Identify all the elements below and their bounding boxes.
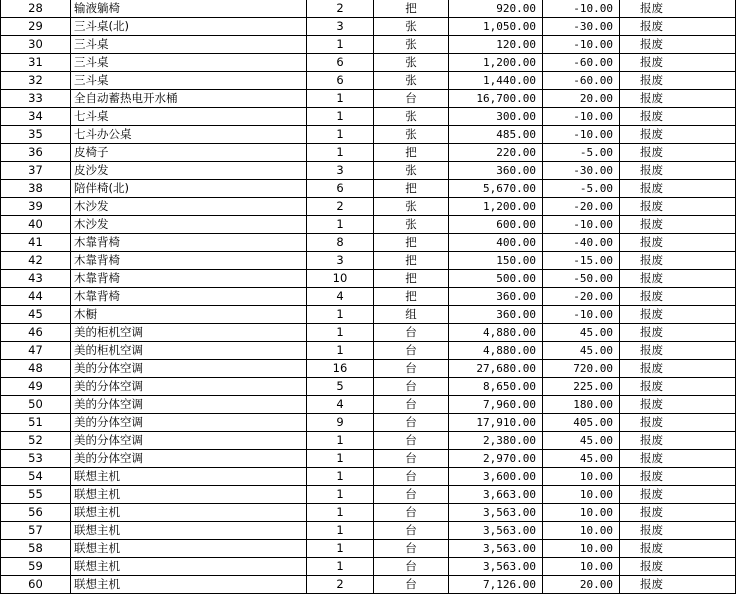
table-row	[1, 522, 736, 540]
table-row	[1, 450, 736, 468]
remark-cell: 报废	[620, 108, 736, 126]
remark-cell: 报废	[620, 306, 736, 324]
difference-cell: -15.00	[543, 252, 620, 270]
table-row	[1, 558, 736, 576]
amount-cell: 3,563.00	[449, 540, 543, 558]
difference-cell: 45.00	[543, 450, 620, 468]
item-name-cell: 木靠背椅	[71, 234, 307, 252]
amount-cell: 300.00	[449, 108, 543, 126]
difference-cell: -10.00	[543, 306, 620, 324]
quantity-cell: 1	[307, 342, 374, 360]
remark-cell: 报废	[620, 504, 736, 522]
quantity-cell: 1	[307, 432, 374, 450]
item-name-cell: 七斗桌	[71, 108, 307, 126]
remark-cell: 报废	[620, 486, 736, 504]
difference-cell: 405.00	[543, 414, 620, 432]
difference-cell: -5.00	[543, 144, 620, 162]
unit-cell: 张	[374, 18, 449, 36]
row-number-cell: 56	[1, 504, 71, 522]
quantity-cell: 1	[307, 504, 374, 522]
remark-cell: 报废	[620, 270, 736, 288]
amount-cell: 3,563.00	[449, 504, 543, 522]
amount-cell: 1,440.00	[449, 72, 543, 90]
table-row	[1, 72, 736, 90]
amount-cell: 1,200.00	[449, 54, 543, 72]
unit-cell: 把	[374, 0, 449, 18]
amount-cell: 2,380.00	[449, 432, 543, 450]
table-row	[1, 288, 736, 306]
item-name-cell: 陪伴椅(北)	[71, 180, 307, 198]
quantity-cell: 1	[307, 306, 374, 324]
quantity-cell: 1	[307, 90, 374, 108]
item-name-cell: 美的分体空调	[71, 360, 307, 378]
table-row	[1, 108, 736, 126]
unit-cell: 张	[374, 162, 449, 180]
difference-cell: -60.00	[543, 72, 620, 90]
remark-cell: 报废	[620, 378, 736, 396]
difference-cell: 10.00	[543, 558, 620, 576]
row-number-cell: 28	[1, 0, 71, 18]
remark-cell: 报废	[620, 54, 736, 72]
item-name-cell: 三斗桌	[71, 72, 307, 90]
amount-cell: 485.00	[449, 126, 543, 144]
row-number-cell: 46	[1, 324, 71, 342]
unit-cell: 台	[374, 378, 449, 396]
unit-cell: 把	[374, 180, 449, 198]
amount-cell: 1,050.00	[449, 18, 543, 36]
table-row	[1, 0, 736, 18]
row-number-cell: 54	[1, 468, 71, 486]
row-number-cell: 38	[1, 180, 71, 198]
row-number-cell: 48	[1, 360, 71, 378]
item-name-cell: 三斗桌	[71, 54, 307, 72]
unit-cell: 张	[374, 108, 449, 126]
item-name-cell: 联想主机	[71, 522, 307, 540]
remark-cell: 报废	[620, 576, 736, 594]
difference-cell: -10.00	[543, 0, 620, 18]
difference-cell: -50.00	[543, 270, 620, 288]
remark-cell: 报废	[620, 414, 736, 432]
difference-cell: 225.00	[543, 378, 620, 396]
unit-cell: 台	[374, 576, 449, 594]
table-body	[1, 0, 736, 594]
item-name-cell: 三斗桌	[71, 36, 307, 54]
quantity-cell: 2	[307, 0, 374, 18]
row-number-cell: 43	[1, 270, 71, 288]
row-number-cell: 44	[1, 288, 71, 306]
remark-cell: 报废	[620, 450, 736, 468]
difference-cell: -5.00	[543, 180, 620, 198]
amount-cell: 16,700.00	[449, 90, 543, 108]
quantity-cell: 6	[307, 72, 374, 90]
amount-cell: 920.00	[449, 0, 543, 18]
quantity-cell: 1	[307, 216, 374, 234]
difference-cell: 10.00	[543, 486, 620, 504]
remark-cell: 报废	[620, 162, 736, 180]
item-name-cell: 木橱	[71, 306, 307, 324]
difference-cell: 20.00	[543, 576, 620, 594]
quantity-cell: 1	[307, 144, 374, 162]
amount-cell: 150.00	[449, 252, 543, 270]
quantity-cell: 3	[307, 162, 374, 180]
unit-cell: 张	[374, 126, 449, 144]
quantity-cell: 1	[307, 522, 374, 540]
amount-cell: 27,680.00	[449, 360, 543, 378]
unit-cell: 台	[374, 450, 449, 468]
difference-cell: 10.00	[543, 504, 620, 522]
table-row	[1, 90, 736, 108]
table-row	[1, 252, 736, 270]
remark-cell: 报废	[620, 432, 736, 450]
remark-cell: 报废	[620, 90, 736, 108]
row-number-cell: 29	[1, 18, 71, 36]
unit-cell: 张	[374, 198, 449, 216]
difference-cell: 10.00	[543, 540, 620, 558]
unit-cell: 台	[374, 90, 449, 108]
amount-cell: 400.00	[449, 234, 543, 252]
table-row	[1, 18, 736, 36]
table-row	[1, 414, 736, 432]
unit-cell: 台	[374, 342, 449, 360]
item-name-cell: 木靠背椅	[71, 252, 307, 270]
amount-cell: 7,960.00	[449, 396, 543, 414]
unit-cell: 把	[374, 144, 449, 162]
table-row	[1, 432, 736, 450]
unit-cell: 台	[374, 360, 449, 378]
quantity-cell: 16	[307, 360, 374, 378]
table-row	[1, 504, 736, 522]
difference-cell: -10.00	[543, 36, 620, 54]
table-row	[1, 198, 736, 216]
unit-cell: 台	[374, 414, 449, 432]
amount-cell: 220.00	[449, 144, 543, 162]
row-number-cell: 55	[1, 486, 71, 504]
row-number-cell: 47	[1, 342, 71, 360]
item-name-cell: 七斗办公桌	[71, 126, 307, 144]
item-name-cell: 木沙发	[71, 198, 307, 216]
item-name-cell: 木靠背椅	[71, 270, 307, 288]
difference-cell: -60.00	[543, 54, 620, 72]
table-row	[1, 216, 736, 234]
difference-cell: -40.00	[543, 234, 620, 252]
row-number-cell: 36	[1, 144, 71, 162]
difference-cell: -20.00	[543, 288, 620, 306]
item-name-cell: 美的柜机空调	[71, 342, 307, 360]
quantity-cell: 10	[307, 270, 374, 288]
item-name-cell: 输液躺椅	[71, 0, 307, 18]
difference-cell: 720.00	[543, 360, 620, 378]
item-name-cell: 皮椅子	[71, 144, 307, 162]
table-row	[1, 54, 736, 72]
quantity-cell: 1	[307, 126, 374, 144]
amount-cell: 8,650.00	[449, 378, 543, 396]
item-name-cell: 联想主机	[71, 540, 307, 558]
unit-cell: 台	[374, 486, 449, 504]
item-name-cell: 美的分体空调	[71, 414, 307, 432]
amount-cell: 120.00	[449, 36, 543, 54]
remark-cell: 报废	[620, 558, 736, 576]
amount-cell: 500.00	[449, 270, 543, 288]
remark-cell: 报废	[620, 234, 736, 252]
table-row	[1, 540, 736, 558]
row-number-cell: 33	[1, 90, 71, 108]
item-name-cell: 美的分体空调	[71, 378, 307, 396]
quantity-cell: 4	[307, 288, 374, 306]
unit-cell: 张	[374, 72, 449, 90]
remark-cell: 报废	[620, 288, 736, 306]
item-name-cell: 皮沙发	[71, 162, 307, 180]
amount-cell: 5,670.00	[449, 180, 543, 198]
row-number-cell: 40	[1, 216, 71, 234]
remark-cell: 报废	[620, 252, 736, 270]
table-row	[1, 342, 736, 360]
item-name-cell: 联想主机	[71, 558, 307, 576]
quantity-cell: 1	[307, 486, 374, 504]
quantity-cell: 1	[307, 108, 374, 126]
remark-cell: 报废	[620, 396, 736, 414]
unit-cell: 把	[374, 234, 449, 252]
row-number-cell: 42	[1, 252, 71, 270]
unit-cell: 台	[374, 558, 449, 576]
amount-cell: 2,970.00	[449, 450, 543, 468]
amount-cell: 17,910.00	[449, 414, 543, 432]
unit-cell: 台	[374, 504, 449, 522]
row-number-cell: 49	[1, 378, 71, 396]
item-name-cell: 美的分体空调	[71, 450, 307, 468]
row-number-cell: 60	[1, 576, 71, 594]
quantity-cell: 1	[307, 468, 374, 486]
quantity-cell: 1	[307, 540, 374, 558]
amount-cell: 4,880.00	[449, 342, 543, 360]
unit-cell: 台	[374, 468, 449, 486]
row-number-cell: 37	[1, 162, 71, 180]
remark-cell: 报废	[620, 0, 736, 18]
remark-cell: 报废	[620, 198, 736, 216]
item-name-cell: 全自动蓄热电开水桶	[71, 90, 307, 108]
table-row	[1, 324, 736, 342]
remark-cell: 报废	[620, 180, 736, 198]
row-number-cell: 41	[1, 234, 71, 252]
quantity-cell: 3	[307, 252, 374, 270]
row-number-cell: 39	[1, 198, 71, 216]
row-number-cell: 53	[1, 450, 71, 468]
row-number-cell: 57	[1, 522, 71, 540]
amount-cell: 360.00	[449, 162, 543, 180]
difference-cell: 180.00	[543, 396, 620, 414]
unit-cell: 把	[374, 288, 449, 306]
quantity-cell: 2	[307, 198, 374, 216]
amount-cell: 3,600.00	[449, 468, 543, 486]
unit-cell: 组	[374, 306, 449, 324]
item-name-cell: 联想主机	[71, 468, 307, 486]
unit-cell: 台	[374, 396, 449, 414]
unit-cell: 台	[374, 324, 449, 342]
amount-cell: 360.00	[449, 288, 543, 306]
table-row	[1, 486, 736, 504]
row-number-cell: 45	[1, 306, 71, 324]
table-row	[1, 162, 736, 180]
difference-cell: 45.00	[543, 432, 620, 450]
unit-cell: 把	[374, 252, 449, 270]
item-name-cell: 木靠背椅	[71, 288, 307, 306]
remark-cell: 报废	[620, 342, 736, 360]
table-row	[1, 360, 736, 378]
quantity-cell: 9	[307, 414, 374, 432]
table-row	[1, 180, 736, 198]
quantity-cell: 1	[307, 558, 374, 576]
row-number-cell: 31	[1, 54, 71, 72]
row-number-cell: 59	[1, 558, 71, 576]
amount-cell: 3,563.00	[449, 558, 543, 576]
quantity-cell: 5	[307, 378, 374, 396]
amount-cell: 3,663.00	[449, 486, 543, 504]
amount-cell: 4,880.00	[449, 324, 543, 342]
item-name-cell: 美的柜机空调	[71, 324, 307, 342]
remark-cell: 报废	[620, 126, 736, 144]
table-row	[1, 144, 736, 162]
row-number-cell: 50	[1, 396, 71, 414]
table-row	[1, 576, 736, 594]
unit-cell: 台	[374, 522, 449, 540]
unit-cell: 张	[374, 216, 449, 234]
difference-cell: 45.00	[543, 342, 620, 360]
row-number-cell: 34	[1, 108, 71, 126]
difference-cell: -30.00	[543, 18, 620, 36]
table-row	[1, 396, 736, 414]
row-number-cell: 32	[1, 72, 71, 90]
quantity-cell: 6	[307, 54, 374, 72]
table-row	[1, 234, 736, 252]
quantity-cell: 1	[307, 36, 374, 54]
difference-cell: 20.00	[543, 90, 620, 108]
item-name-cell: 联想主机	[71, 486, 307, 504]
quantity-cell: 8	[307, 234, 374, 252]
item-name-cell: 三斗桌(北)	[71, 18, 307, 36]
row-number-cell: 30	[1, 36, 71, 54]
remark-cell: 报废	[620, 522, 736, 540]
table-row	[1, 468, 736, 486]
remark-cell: 报废	[620, 36, 736, 54]
unit-cell: 台	[374, 432, 449, 450]
quantity-cell: 1	[307, 450, 374, 468]
quantity-cell: 6	[307, 180, 374, 198]
row-number-cell: 52	[1, 432, 71, 450]
difference-cell: 10.00	[543, 468, 620, 486]
row-number-cell: 51	[1, 414, 71, 432]
amount-cell: 600.00	[449, 216, 543, 234]
remark-cell: 报废	[620, 468, 736, 486]
quantity-cell: 2	[307, 576, 374, 594]
remark-cell: 报废	[620, 216, 736, 234]
remark-cell: 报废	[620, 540, 736, 558]
unit-cell: 张	[374, 54, 449, 72]
difference-cell: -30.00	[543, 162, 620, 180]
quantity-cell: 1	[307, 324, 374, 342]
amount-cell: 360.00	[449, 306, 543, 324]
unit-cell: 台	[374, 540, 449, 558]
amount-cell: 7,126.00	[449, 576, 543, 594]
amount-cell: 3,563.00	[449, 522, 543, 540]
table-row	[1, 270, 736, 288]
amount-cell: 1,200.00	[449, 198, 543, 216]
table-row	[1, 306, 736, 324]
difference-cell: -10.00	[543, 216, 620, 234]
unit-cell: 张	[374, 36, 449, 54]
row-number-cell: 58	[1, 540, 71, 558]
row-number-cell: 35	[1, 126, 71, 144]
remark-cell: 报废	[620, 144, 736, 162]
table-row	[1, 126, 736, 144]
remark-cell: 报废	[620, 72, 736, 90]
difference-cell: 45.00	[543, 324, 620, 342]
unit-cell: 把	[374, 270, 449, 288]
table-row	[1, 378, 736, 396]
difference-cell: -20.00	[543, 198, 620, 216]
item-name-cell: 联想主机	[71, 576, 307, 594]
item-name-cell: 联想主机	[71, 504, 307, 522]
remark-cell: 报废	[620, 360, 736, 378]
difference-cell: -10.00	[543, 126, 620, 144]
item-name-cell: 美的分体空调	[71, 432, 307, 450]
item-name-cell: 美的分体空调	[71, 396, 307, 414]
remark-cell: 报废	[620, 324, 736, 342]
difference-cell: 10.00	[543, 522, 620, 540]
table-row	[1, 36, 736, 54]
quantity-cell: 3	[307, 18, 374, 36]
remark-cell: 报废	[620, 18, 736, 36]
item-name-cell: 木沙发	[71, 216, 307, 234]
difference-cell: -10.00	[543, 108, 620, 126]
quantity-cell: 4	[307, 396, 374, 414]
